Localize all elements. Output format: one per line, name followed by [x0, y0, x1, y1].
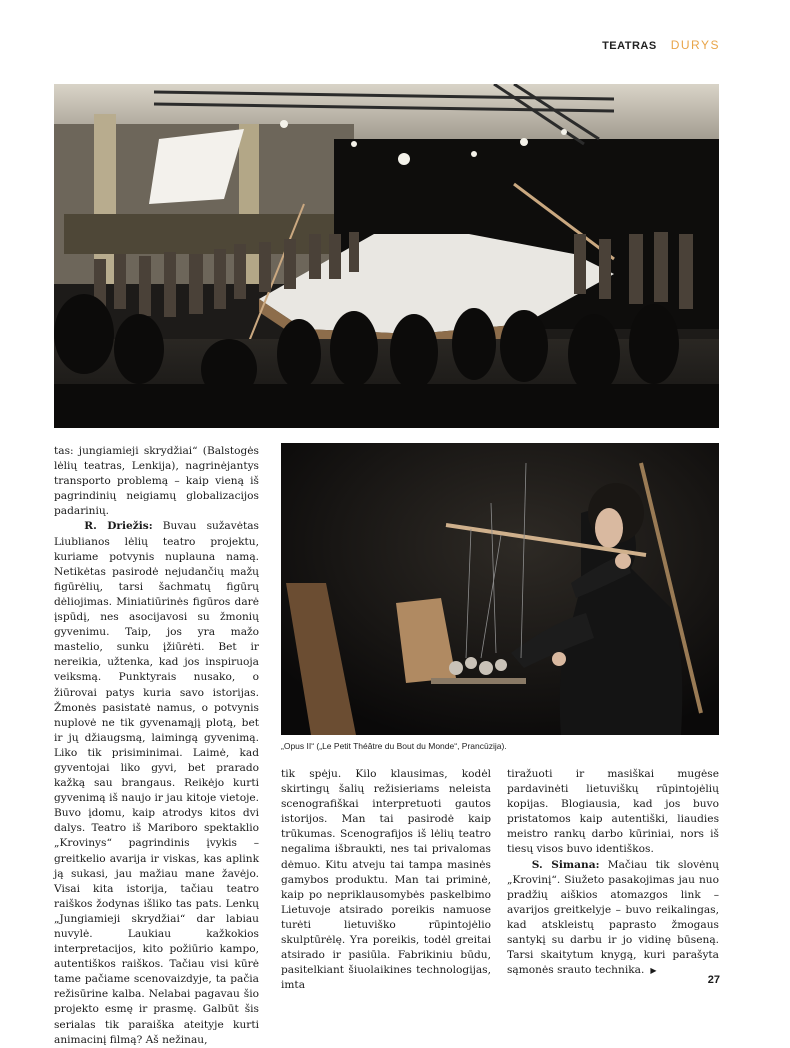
paragraph: tik spėju. Kilo klausimas, kodėl skirtingų šalių režisieriams neleista scenografiškai interpretuoti gautos istorijos. Man tai pasirodė kaip trūkumas. Scenografijos iš lėlių teatro negalima išbraukti, nes tai privalomas dėmuo. Kitu atveju tai tampa masinės gamybos produktu. Man tai priminė, kaip po nepriklausomybės paskelbimo Lietuvoje atsirado poreikis namuose turėti lietuviško rūpintojėlio skulptūrėlę. Yra poreikis, todėl greitai atsirado ir pasiūla. Fabrikiniu būdu, pasitelkiant šiuolaikines technologijas, imta — [281, 768, 491, 992]
photo-caption: „Opus II“ („Le Petit Théâtre du Bout du Monde“, Prancūzija). — [281, 741, 507, 751]
theatre-hall-photo — [54, 84, 719, 428]
speaker-name: S. Simana: — [531, 858, 600, 871]
puppeteer-photo — [281, 443, 719, 735]
running-header — [602, 38, 720, 52]
section-label: TEATRAS — [602, 40, 657, 52]
paragraph-text: Mačiau tik slovėnų „Krovinį“. Siužeto pasakojimas jau nuo pradžių aiškios atomazgos link – avarijos greitkelyje – buvo reikalingas, kad atskleistų paprasto žmogaus santykį su darbu ir jo vidinę būseną. Tarsi skaitytum knygą, kuri parašyta sąmonės srauto technika. — [507, 858, 719, 977]
speaker-name: R. Driežis: — [84, 520, 153, 533]
theatre-hall-illustration — [54, 84, 719, 428]
text-column-2 — [281, 767, 491, 993]
text-column-3 — [507, 767, 719, 978]
puppeteer-illustration — [281, 443, 719, 735]
paragraph: tas: jungiamieji skrydžiai“ (Balstogės lėlių teatras, Lenkija), nagrinėjantys transporto problemą – kaip vieną iš pagrindinių neigiamų globalizacijos padarinių. — [54, 445, 259, 518]
paragraph — [54, 519, 259, 1047]
continue-arrow-icon: ▶ — [650, 966, 657, 976]
paragraph: tiražuoti ir masiškai mugėse pardavinėti lietuviškų rūpintojėlių kopijas. Blogiausia, kad jos buvo pristatomos kaip autentiški, liaudies meistro rankų darbo kūriniai, nors iš tiesų visos buvo identiškos. — [507, 768, 719, 856]
paragraph — [507, 858, 719, 979]
paragraph-text: Buvau sužavėtas Liublianos lėlių teatro projektu, kuriame potvynis nuplauna namą. Netikėtas pasirodė nejudančių mažų figūrėlių, tarsi šachmatų figūrų dėliojimas. Miniatiūrinės figūros darė įspūdį, nes asocijavosi su žmonių gyvenimu. Taip, jos yra mažo mastelio, sunku įžiūrėti. Bet ir nereikia, užtenka, kad jos inspiruoja veiksmą. Punktyrais nusako, o žiūrovai patys kuria savo istorijas. Žmonės pasistatė namus, o potvynis nuplovė ne tik gyvenamąjį plotą, bet ir jų džiaugsmą, laimingą gyvenimą. Liko tik prisiminimai. Laimė, kad gyventojai liko gyvi, bet prarado kažką sau brangaus. Reikėjo kurti gyvenimą iš naujo ir jau kitoje vietoje. Buvo įdomu, kaip atrodys kitos dvi dalys. Teatro iš Mariboro spektaklio „Krovinys“ pagrindinis įvykis – greitkelio avarija ir viskas, kas aplink ją sukasi, jau mažiau mane žavėjo. Visai kita istorija, tačiau teatro raiškos žodynas išliko tas pats. Lenkų „Jungiamieji skrydžiai“ dar labiau nuvylė. Laukiau kažkokios interpretacijos, kito požiūrio kampo, autentiškos raiškos. Tačiau visi kūrė tame pačiame scenovaizdyje, ta pačia režisūrine kalba. Nelabai pagavau šio projekto esmę ir prasmę. Galbūt šis serialas tik paraiška ateityje kurti animacinį filmą? Aš nežinau, — [54, 520, 259, 1046]
page-number: 27 — [707, 974, 720, 986]
text-column-1 — [54, 444, 259, 1048]
magazine-name: DURYS — [670, 38, 720, 52]
